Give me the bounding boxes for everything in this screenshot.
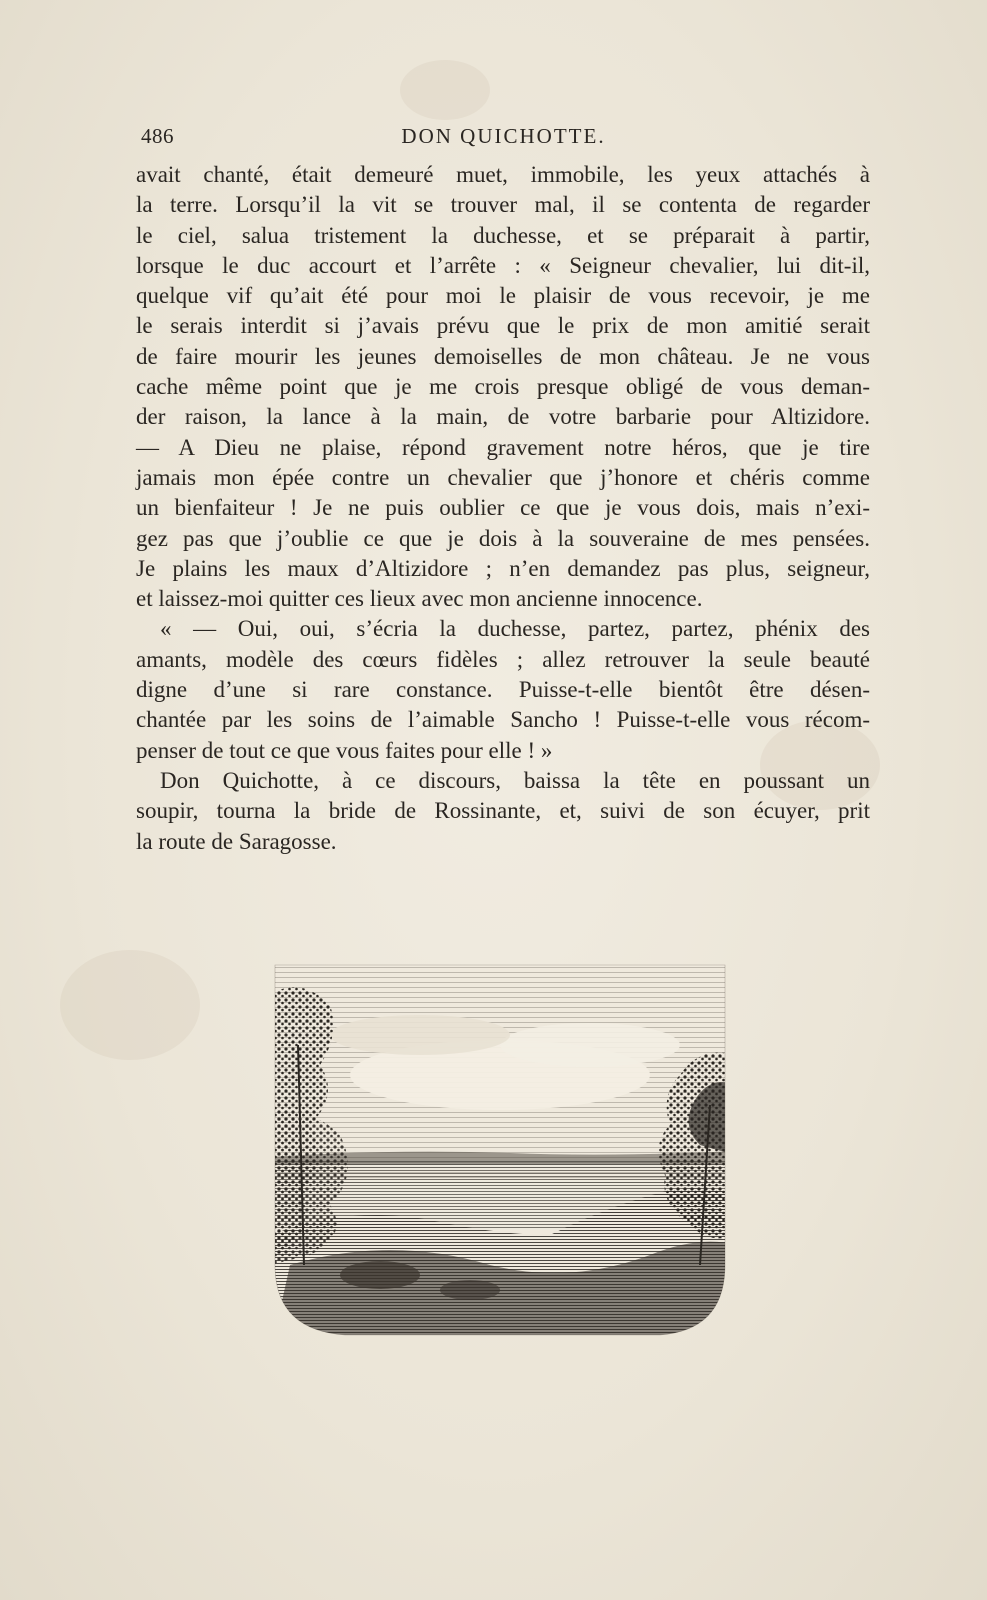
- text-line: quelque vif qu’ait été pour moi le plaisir de vous recevoir, je me: [136, 283, 870, 309]
- text-line: de faire mourir les jeunes demoiselles de mon château. Je ne vous: [136, 343, 870, 369]
- text-line: amants, modèle des cœurs fidèles ; allez retrouver la seule beauté: [136, 646, 870, 672]
- text-line: der raison, la lance à la main, de votre barbarie pour Altizidore.: [136, 404, 870, 430]
- running-head: [141, 124, 866, 154]
- text-line: soupir, tourna la bride de Rossinante, et, suivi de son écuyer, prit: [136, 798, 870, 824]
- body-text: [136, 160, 870, 857]
- text-line: gez pas que j’oublie ce que je dois à la souveraine de mes pensées.: [136, 525, 870, 551]
- text-line: lorsque le duc accourt et l’arrête : « Seigneur chevalier, lui dit-il,: [136, 252, 870, 278]
- landscape-vignette-illustration: [270, 935, 735, 1355]
- paper-stain: [60, 950, 200, 1060]
- text-line: et laissez-moi quitter ces lieux avec mon ancienne innocence.: [136, 586, 703, 612]
- text-line: avait chanté, était demeuré muet, immobile, les yeux attachés à: [136, 162, 870, 187]
- text-line: le ciel, salua tristement la duchesse, et se préparait à partir,: [136, 222, 870, 248]
- text-line: le serais interdit si j’avais prévu que le prix de mon amitié serait: [136, 313, 870, 339]
- running-title: DON QUICHOTTE.: [401, 124, 606, 148]
- text-line: digne d’une si rare constance. Puisse-t-elle bientôt être désen-: [136, 677, 870, 703]
- page-number: 486: [141, 124, 174, 148]
- text-line: un bienfaiteur ! Je ne puis oublier ce que je vous dois, mais n’exi-: [136, 495, 870, 521]
- text-line: la terre. Lorsqu’il la vit se trouver mal, il se contenta de regarder: [136, 192, 870, 218]
- text-line: jamais mon épée contre un chevalier que j’honore et chéris comme: [136, 464, 870, 490]
- paper-stain: [400, 60, 490, 120]
- text-line: — A Dieu ne plaise, répond gravement notre héros, que je tire: [136, 434, 870, 460]
- text-line: penser de tout ce que vous faites pour elle ! »: [136, 737, 553, 763]
- text-line: Don Quichotte, à ce discours, baissa la tête en poussant un: [160, 767, 870, 793]
- text-line: Je plains les maux d’Altizidore ; n’en demandez pas plus, seigneur,: [136, 555, 870, 581]
- text-line: chantée par les soins de l’aimable Sancho ! Puisse-t-elle vous récom-: [136, 707, 870, 733]
- text-line: cache même point que je me crois presque obligé de vous deman-: [136, 374, 870, 400]
- text-line: la route de Saragosse.: [136, 828, 337, 854]
- text-line: « — Oui, oui, s’écria la duchesse, partez, partez, phénix des: [160, 616, 870, 642]
